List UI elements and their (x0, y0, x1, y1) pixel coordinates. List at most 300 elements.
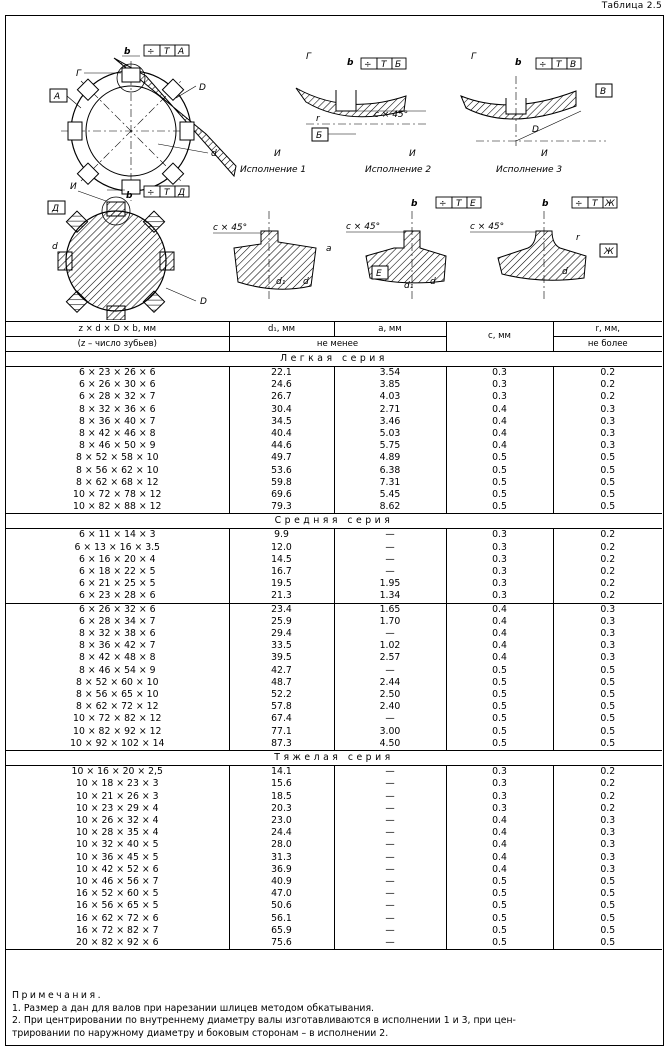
cell-r: 0.2 (553, 766, 662, 779)
table-row (6, 701, 662, 713)
cell-c: 0.5 (446, 900, 553, 912)
cell-dimensions: 8 × 36 × 42 × 7 (78, 640, 156, 652)
table-row (6, 542, 662, 554)
execution-1-detail (213, 211, 332, 301)
cell-c: 0.3 (446, 542, 553, 554)
series-title: Тяжелая серия (6, 751, 662, 766)
table-row (6, 665, 662, 677)
cell-c: 0.4 (446, 640, 553, 652)
cell-a: — (334, 815, 446, 827)
cell-dimensions: 16 × 62 × 72 × 6 (75, 912, 159, 924)
cell-a: — (334, 554, 446, 566)
header-dimensions: z × d × D × b, мм (6, 322, 229, 337)
cell-dimensions: 10 × 92 × 102 × 14 (70, 737, 165, 749)
cell-r: 0.3 (553, 628, 662, 640)
label-I-4: И (70, 182, 77, 192)
cell-d1: 57.8 (229, 701, 334, 713)
series-title: Легкая серия (6, 352, 662, 367)
cell-a: — (334, 876, 446, 888)
tol-T-6: T (592, 199, 598, 209)
detail-G-V (461, 52, 612, 146)
detail-G-B (296, 52, 426, 141)
cell-dimensions: 6 × 23 × 28 × 6 (78, 590, 156, 602)
cell-a: — (334, 900, 446, 912)
cell-a: 6.38 (334, 465, 446, 477)
cell-a: — (334, 713, 446, 725)
tol-T-3: T (556, 60, 562, 70)
cell-a: 2.40 (334, 701, 446, 713)
cell-r: 0.5 (553, 465, 662, 477)
cell-a: 3.46 (334, 416, 446, 428)
cell-a: 3.00 (334, 726, 446, 738)
cell-dimensions: 8 × 32 × 36 × 6 (78, 403, 156, 415)
cell-r: 0.5 (553, 489, 662, 501)
table-row (6, 616, 662, 628)
label-r-2: r (576, 233, 580, 243)
cell-a: — (334, 925, 446, 937)
cell-dimensions: 6 × 16 × 20 × 4 (78, 553, 156, 565)
cell-c: 0.4 (446, 428, 553, 440)
cell-r: 0.3 (553, 440, 662, 452)
cell-d1: 39.5 (229, 652, 334, 664)
cell-dimensions: 10 × 72 × 78 × 12 (73, 489, 162, 501)
cell-dimensions: 8 × 32 × 38 × 6 (78, 628, 156, 640)
cell-c: 0.3 (446, 803, 553, 815)
cell-c: 0.5 (446, 701, 553, 713)
header-r: r, мм, (553, 322, 662, 337)
cell-c: 0.4 (446, 616, 553, 628)
cell-c: 0.3 (446, 367, 553, 380)
cell-dimensions: 10 × 26 × 32 × 4 (75, 814, 159, 826)
cell-dimensions: 10 × 36 × 45 × 5 (75, 851, 159, 863)
cell-d1: 42.7 (229, 665, 334, 677)
cell-dimensions: 8 × 52 × 58 × 10 (75, 452, 159, 464)
tol-T-4: T (164, 188, 170, 198)
cell-d1: 56.1 (229, 913, 334, 925)
cell-r: 0.2 (553, 542, 662, 554)
table-row (6, 827, 662, 839)
cell-a: 1.02 (334, 640, 446, 652)
label-Zh-box: Ж (604, 247, 614, 257)
table-row (6, 391, 662, 403)
label-d: d (211, 149, 217, 159)
cell-r: 0.3 (553, 603, 662, 616)
table-row (6, 501, 662, 514)
table-row (6, 428, 662, 440)
label-b6: b (542, 199, 549, 209)
table-row (6, 864, 662, 876)
cell-a: — (334, 937, 446, 950)
cell-r: 0.5 (553, 701, 662, 713)
cell-a: 2.44 (334, 677, 446, 689)
spline-dimensions-table (6, 321, 662, 950)
cell-r: 0.5 (553, 738, 662, 751)
cell-a: 5.45 (334, 489, 446, 501)
cell-r: 0.3 (553, 428, 662, 440)
cell-r: 0.2 (553, 778, 662, 790)
cell-c: 0.4 (446, 628, 553, 640)
label-b2: b (347, 58, 354, 68)
cell-d1: 36.9 (229, 864, 334, 876)
cell-r: 0.5 (553, 888, 662, 900)
cell-d1: 44.6 (229, 440, 334, 452)
cell-c: 0.3 (446, 778, 553, 790)
cell-d1: 48.7 (229, 677, 334, 689)
table-row (6, 925, 662, 937)
table-row (6, 566, 662, 578)
table-row (6, 876, 662, 888)
cell-d1: 75.6 (229, 937, 334, 950)
label-b3: b (515, 58, 522, 68)
cell-dimensions: 8 × 46 × 50 × 9 (78, 440, 156, 452)
cell-a: — (334, 628, 446, 640)
notes (12, 990, 660, 1040)
header-teeth-note: (z – число зубьев) (6, 337, 229, 352)
cell-c: 0.5 (446, 677, 553, 689)
cell-dimensions: 6 × 26 × 32 × 6 (6, 603, 229, 616)
cell-d1: 31.3 (229, 852, 334, 864)
cell-dimensions: 10 × 82 × 88 × 12 (73, 501, 162, 513)
cell-dimensions: 8 × 52 × 60 × 10 (75, 676, 159, 688)
label-c45-2: c × 45° (213, 223, 248, 233)
cell-c: 0.4 (446, 416, 553, 428)
tol-symbol-6: ÷ (575, 199, 583, 209)
cell-dimensions: 16 × 56 × 65 × 5 (75, 900, 159, 912)
cell-a: — (334, 864, 446, 876)
frame-D: Д (178, 188, 186, 198)
label-G: Г (76, 69, 82, 79)
cell-a: — (334, 778, 446, 790)
note-2: 2. При центрировании по внутреннему диаметру валы изготавливаются в исполнении 1 и 3, при цен- (12, 1015, 516, 1027)
cell-d1: 40.4 (229, 428, 334, 440)
series-header-row (6, 514, 662, 529)
cell-a: 1.70 (334, 616, 446, 628)
cell-dimensions: 8 × 42 × 46 × 8 (78, 428, 156, 440)
table-row (6, 913, 662, 925)
label-D-box: Д (52, 204, 60, 214)
label-b: b (124, 47, 131, 57)
cell-c: 0.5 (446, 925, 553, 937)
cell-a: — (334, 913, 446, 925)
cell-d1: 22.1 (229, 367, 334, 380)
cell-c: 0.4 (446, 864, 553, 876)
cell-d1: 33.5 (229, 640, 334, 652)
label-d1: d₁ (276, 277, 286, 287)
cell-a: — (334, 766, 446, 779)
cell-dimensions: 8 × 62 × 68 × 12 (75, 476, 159, 488)
note-2-cont: трировании по наружному диаметру и боковым сторонам – в исполнении 2. (12, 1027, 389, 1039)
table-row (6, 603, 662, 616)
label-b4: b (126, 191, 133, 201)
table-row (6, 640, 662, 652)
table-row (6, 713, 662, 725)
header-not-more: не более (553, 337, 662, 352)
cell-a: 7.31 (334, 477, 446, 489)
cell-r: 0.2 (553, 803, 662, 815)
cell-c: 0.4 (446, 440, 553, 452)
table-row (6, 900, 662, 912)
tol-symbol-3: ÷ (539, 60, 547, 70)
cell-d1: 29.4 (229, 628, 334, 640)
execution-3: Исполнение 3 (496, 165, 563, 175)
cell-dimensions: 10 × 18 × 23 × 3 (75, 778, 159, 790)
cell-a: 5.75 (334, 440, 446, 452)
cell-c: 0.4 (446, 404, 553, 416)
cell-d1: 65.9 (229, 925, 334, 937)
table-body (6, 352, 662, 950)
label-D: D (199, 83, 206, 93)
table-row (6, 440, 662, 452)
cell-c: 0.3 (446, 379, 553, 391)
cell-r: 0.2 (553, 791, 662, 803)
cell-a: 1.34 (334, 590, 446, 603)
cell-c: 0.5 (446, 937, 553, 950)
cell-c: 0.5 (446, 888, 553, 900)
cell-r: 0.5 (553, 665, 662, 677)
table-row (6, 404, 662, 416)
cell-dimensions: 8 × 62 × 72 × 12 (75, 701, 159, 713)
label-d-ex1: d (303, 277, 309, 287)
cell-d1: 18.5 (229, 791, 334, 803)
cell-c: 0.4 (446, 852, 553, 864)
cell-d1: 50.6 (229, 900, 334, 912)
cell-c: 0.5 (446, 689, 553, 701)
execution-2: Исполнение 2 (365, 165, 432, 175)
cell-c: 0.5 (446, 465, 553, 477)
table-row (6, 554, 662, 566)
cell-dimensions: 16 × 72 × 82 × 7 (75, 924, 159, 936)
cell-r: 0.2 (553, 379, 662, 391)
table-row (6, 803, 662, 815)
cell-c: 0.5 (446, 452, 553, 464)
cell-dimensions: 8 × 46 × 54 × 9 (78, 664, 156, 676)
cell-d1: 67.4 (229, 713, 334, 725)
cell-dimensions: 8 × 56 × 62 × 10 (75, 464, 159, 476)
tol-symbol: ÷ (147, 47, 155, 57)
cell-r: 0.3 (553, 616, 662, 628)
label-b5: b (411, 199, 418, 209)
cell-dimensions: 10 × 46 × 56 × 7 (75, 875, 159, 887)
cell-a: — (334, 888, 446, 900)
cell-c: 0.5 (446, 726, 553, 738)
cell-dimensions: 6 × 18 × 22 × 5 (78, 566, 156, 578)
cell-c: 0.4 (446, 839, 553, 851)
label-I-1: И (274, 149, 281, 159)
cell-r: 0.5 (553, 925, 662, 937)
series-title: Средняя серия (6, 514, 662, 529)
tol-symbol-4: ÷ (147, 188, 155, 198)
execution-1: Исполнение 1 (240, 165, 307, 175)
cell-dimensions: 10 × 28 × 35 × 4 (75, 827, 159, 839)
execution-2-detail (346, 197, 481, 301)
cell-r: 0.5 (553, 726, 662, 738)
cell-r: 0.2 (553, 554, 662, 566)
notes-title: Примечания. (12, 990, 104, 1001)
series-header-row (6, 751, 662, 766)
cell-dimensions: 8 × 36 × 40 × 7 (78, 415, 156, 427)
cell-r: 0.2 (553, 391, 662, 403)
table-row (6, 738, 662, 751)
cell-dimensions: 10 × 16 × 20 × 2,5 (71, 766, 163, 778)
cell-a: 1.95 (334, 578, 446, 590)
cell-c: 0.4 (446, 815, 553, 827)
cell-c: 0.3 (446, 554, 553, 566)
cell-c: 0.3 (446, 529, 553, 542)
table-row (6, 766, 662, 779)
table-row (6, 815, 662, 827)
cell-dimensions: 6 × 28 × 32 × 7 (78, 391, 156, 403)
table-row (6, 489, 662, 501)
header-not-less: не менее (229, 337, 446, 352)
table-row (6, 689, 662, 701)
cell-r: 0.3 (553, 652, 662, 664)
table-row (6, 888, 662, 900)
cell-a: 2.50 (334, 689, 446, 701)
cell-d1: 23.4 (229, 603, 334, 616)
cell-d1: 23.0 (229, 815, 334, 827)
cell-d1: 40.9 (229, 876, 334, 888)
cell-r: 0.5 (553, 937, 662, 950)
label-A-box: А (54, 92, 61, 102)
cell-d1: 15.6 (229, 778, 334, 790)
cell-c: 0.3 (446, 566, 553, 578)
frame-Zh: Ж (605, 199, 615, 209)
cell-dimensions: 16 × 52 × 60 × 5 (75, 888, 159, 900)
cell-dimensions: 20 × 82 × 92 × 6 (6, 937, 229, 950)
cell-d1: 49.7 (229, 452, 334, 464)
cell-a: — (334, 529, 446, 542)
cell-a: — (334, 566, 446, 578)
table-row (6, 652, 662, 664)
cell-d1: 24.4 (229, 827, 334, 839)
table-row (6, 590, 662, 603)
cell-r: 0.3 (553, 852, 662, 864)
cell-d1: 77.1 (229, 726, 334, 738)
cell-r: 0.3 (553, 416, 662, 428)
cell-a: — (334, 542, 446, 554)
label-a: a (326, 244, 332, 254)
cell-c: 0.4 (446, 603, 553, 616)
label-D-bottom: D (200, 297, 207, 307)
cell-dimensions: 6 × 11 × 14 × 3 (78, 529, 156, 541)
cell-c: 0.5 (446, 876, 553, 888)
table-row (6, 778, 662, 790)
cell-d1: 34.5 (229, 416, 334, 428)
cell-d1: 26.7 (229, 391, 334, 403)
label-d-left: d (52, 242, 58, 252)
cell-d1: 14.1 (229, 766, 334, 779)
cell-c: 0.3 (446, 791, 553, 803)
cell-r: 0.5 (553, 713, 662, 725)
table-row (6, 452, 662, 464)
cell-d1: 87.3 (229, 738, 334, 751)
table-row (6, 677, 662, 689)
cell-r: 0.2 (553, 367, 662, 380)
label-d-ex2: d (430, 277, 436, 287)
section-top-left (50, 45, 236, 201)
table-row (6, 839, 662, 851)
cell-c: 0.3 (446, 391, 553, 403)
label-E-box: Е (376, 269, 382, 279)
cell-d1: 53.6 (229, 465, 334, 477)
cell-d1: 79.3 (229, 501, 334, 514)
cell-dimensions: 6 × 28 × 34 × 7 (78, 615, 156, 627)
cell-a: 4.03 (334, 391, 446, 403)
cell-c: 0.5 (446, 477, 553, 489)
table-frame (5, 15, 664, 1046)
label-G3: Г (471, 52, 477, 62)
label-c45-3: c × 45° (346, 222, 381, 232)
label-d-ex3: d (562, 267, 568, 277)
cell-d1: 47.0 (229, 888, 334, 900)
cell-r: 0.2 (553, 529, 662, 542)
cell-dimensions: 6 × 21 × 25 × 5 (78, 578, 156, 590)
table-row (6, 791, 662, 803)
header-a: a, мм (334, 322, 446, 337)
cell-a: — (334, 827, 446, 839)
cell-a: — (334, 803, 446, 815)
cell-r: 0.3 (553, 815, 662, 827)
table-row (6, 465, 662, 477)
cell-c: 0.3 (446, 578, 553, 590)
tol-T: T (164, 47, 170, 57)
frame-E: Е (470, 199, 476, 209)
cell-r: 0.3 (553, 827, 662, 839)
label-c45-4: c × 45° (470, 222, 505, 232)
table-row (6, 852, 662, 864)
cell-c: 0.4 (446, 652, 553, 664)
cell-r: 0.5 (553, 677, 662, 689)
cell-r: 0.5 (553, 477, 662, 489)
cell-dimensions: 10 × 23 × 29 × 4 (75, 802, 159, 814)
cell-c: 0.3 (446, 590, 553, 603)
cell-d1: 12.0 (229, 542, 334, 554)
frame-V: В (570, 60, 577, 70)
cell-a: 4.89 (334, 452, 446, 464)
label-G2: Г (306, 52, 312, 62)
tol-symbol-5: ÷ (439, 199, 447, 209)
label-c45-1: c × 45° (374, 110, 409, 120)
table-row (6, 379, 662, 391)
table-row (6, 937, 662, 950)
cell-r: 0.5 (553, 689, 662, 701)
cell-r: 0.3 (553, 404, 662, 416)
table-row (6, 416, 662, 428)
cell-d1: 28.0 (229, 839, 334, 851)
cell-d1: 19.5 (229, 578, 334, 590)
cell-d1: 30.4 (229, 404, 334, 416)
cell-dimensions: 8 × 56 × 65 × 10 (75, 689, 159, 701)
cell-dimensions: 10 × 82 × 92 × 12 (73, 725, 162, 737)
cell-dimensions: 10 × 32 × 40 × 5 (75, 839, 159, 851)
cell-a: 2.71 (334, 404, 446, 416)
cell-c: 0.4 (446, 827, 553, 839)
table-row (6, 628, 662, 640)
cell-d1: 69.6 (229, 489, 334, 501)
cell-d1: 25.9 (229, 616, 334, 628)
cell-r: 0.5 (553, 876, 662, 888)
cell-a: — (334, 839, 446, 851)
cell-a: — (334, 852, 446, 864)
cell-r: 0.2 (553, 578, 662, 590)
cell-c: 0.5 (446, 913, 553, 925)
cell-c: 0.5 (446, 713, 553, 725)
cell-a: 3.54 (334, 367, 446, 380)
cell-r: 0.5 (553, 913, 662, 925)
cell-a: 3.85 (334, 379, 446, 391)
tol-symbol-2: ÷ (364, 60, 372, 70)
label-r: r (316, 114, 320, 124)
